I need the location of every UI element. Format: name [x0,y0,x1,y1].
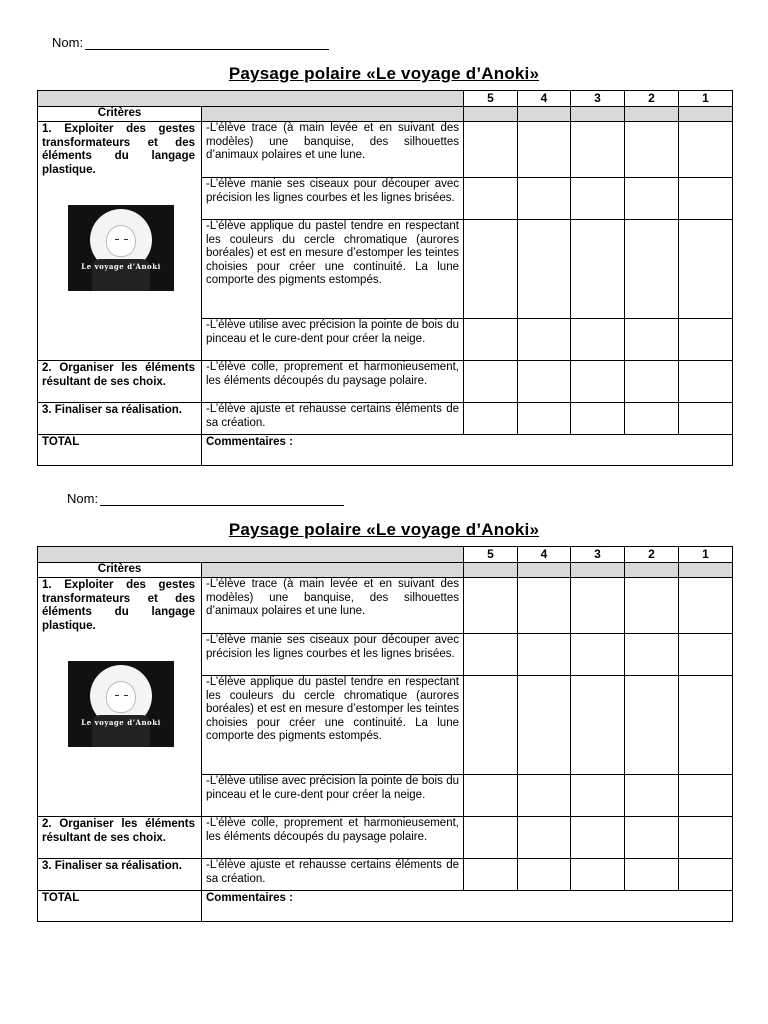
name-label: Nom: [67,491,99,506]
score-cell[interactable] [679,178,733,220]
score-cell[interactable] [464,178,518,220]
criterion-label: 2. Organiser les éléments résultant de ses choix. [42,818,195,844]
descriptor: -L’élève colle, proprement et harmonieusement, les éléments découpés du paysage polaire. [202,817,464,859]
total-row [38,435,733,466]
scale-5: 5 [464,91,518,107]
criterion-label: 3. Finaliser sa réalisation. [42,404,182,416]
criterion-3 [38,859,202,891]
descriptor: -L’élève utilise avec précision la pointe de bois du pinceau et le cure-dent pour créer la neige. [202,775,464,817]
comments-label: Commentaires : [206,892,293,904]
score-cell[interactable] [679,319,733,361]
score-cell[interactable] [518,122,571,178]
cover-title: Le voyage d’Anoki [81,718,161,727]
score-cell[interactable] [464,817,518,859]
score-cell[interactable] [464,361,518,403]
descriptor: -L’élève utilise avec précision la pointe de bois du pinceau et le cure-dent pour créer la neige. [202,319,464,361]
criterion-1 [38,122,202,361]
criterion-2 [38,361,202,403]
scale-4: 4 [518,547,571,563]
score-cell[interactable] [625,361,679,403]
comments-field[interactable] [202,891,733,922]
criteria-header: Critères [38,107,202,122]
score-cell[interactable] [571,578,625,634]
scale-2: 2 [625,91,679,107]
name-label: Nom: [52,35,84,50]
score-cell[interactable] [625,122,679,178]
score-cell[interactable] [464,403,518,435]
score-cell[interactable] [625,178,679,220]
score-cell[interactable] [571,403,625,435]
criteria-header-row [38,563,733,578]
criterion-2 [38,817,202,859]
criterion-1 [38,578,202,817]
score-cell[interactable] [518,676,571,775]
rubric-table [37,546,733,922]
score-cell[interactable] [464,122,518,178]
table-row [38,817,733,859]
score-cell[interactable] [625,676,679,775]
score-cell[interactable] [679,817,733,859]
score-cell[interactable] [679,578,733,634]
score-cell[interactable] [464,859,518,891]
criteria-header: Critères [38,563,202,578]
score-cell[interactable] [464,220,518,319]
criterion-label: 2. Organiser les éléments résultant de ses choix. [42,362,195,388]
score-cell[interactable] [679,859,733,891]
score-cell[interactable] [571,817,625,859]
table-row [38,578,733,634]
descriptor: -L’élève applique du pastel tendre en respectant les couleurs du cercle chromatique (aurores boréales) et est en mesure d’estomper les teintes choisies pour créer une continuité. La lune comporte des pigments estompés. [202,676,464,775]
table-row [38,859,733,891]
score-cell[interactable] [464,676,518,775]
scale-header-row [38,91,733,107]
descriptor: -L’élève applique du pastel tendre en respectant les couleurs du cercle chromatique (aurores boréales) et est en mesure d’estomper les teintes choisies pour créer une continuité. La lune comporte des pigments estompés. [202,220,464,319]
score-cell[interactable] [464,319,518,361]
criterion-3 [38,403,202,435]
score-cell[interactable] [571,178,625,220]
cover-title: Le voyage d’Anoki [81,262,161,271]
rubric-table [37,90,733,466]
header-blank [38,547,464,563]
name-field[interactable] [52,36,329,50]
scale-1: 1 [679,547,733,563]
scale-3: 3 [571,91,625,107]
descriptor: -L’élève ajuste et rehausse certains éléments de sa création. [202,403,464,435]
descriptor: -L’élève manie ses ciseaux pour découper avec précision les lignes courbes et les lignes brisées. [202,634,464,676]
score-cell[interactable] [518,634,571,676]
table-row [38,361,733,403]
descriptor: -L’élève trace (à main levée et en suivant des modèles) une banquise, des silhouettes d’animaux polaires et une lune. [202,122,464,178]
criterion-label: 1. Exploiter des gestes transformateurs et des éléments du langage plastique. [42,579,195,632]
page-title: Paysage polaire «Le voyage d’Anoki» [228,520,540,539]
total-row [38,891,733,922]
criterion-label: 3. Finaliser sa réalisation. [42,860,182,872]
score-cell[interactable] [518,178,571,220]
scale-1: 1 [679,91,733,107]
score-cell[interactable] [679,122,733,178]
score-cell[interactable] [464,775,518,817]
score-cell[interactable] [625,634,679,676]
score-cell[interactable] [571,676,625,775]
score-cell[interactable] [518,859,571,891]
score-cell[interactable] [625,817,679,859]
score-cell[interactable] [625,578,679,634]
score-cell[interactable] [518,578,571,634]
score-cell[interactable] [518,817,571,859]
score-cell[interactable] [518,220,571,319]
score-cell[interactable] [625,319,679,361]
comments-field[interactable] [202,435,733,466]
score-cell[interactable] [571,319,625,361]
criterion-label: 1. Exploiter des gestes transformateurs et des éléments du langage plastique. [42,123,195,176]
score-cell[interactable] [679,403,733,435]
score-cell[interactable] [571,122,625,178]
score-cell[interactable] [571,361,625,403]
score-cell[interactable] [518,319,571,361]
score-cell[interactable] [679,676,733,775]
scale-3: 3 [571,547,625,563]
scale-5: 5 [464,547,518,563]
total-label: TOTAL [38,435,202,466]
anoki-cover-image [68,205,174,291]
score-cell[interactable] [679,361,733,403]
score-cell[interactable] [464,578,518,634]
name-line [100,494,344,506]
score-cell[interactable] [464,634,518,676]
name-field[interactable] [67,492,344,506]
score-cell[interactable] [625,775,679,817]
score-cell[interactable] [571,220,625,319]
descriptor: -L’élève colle, proprement et harmonieusement, les éléments découpés du paysage polaire. [202,361,464,403]
criteria-header-row [38,107,733,122]
score-cell[interactable] [571,775,625,817]
score-cell[interactable] [625,403,679,435]
score-cell[interactable] [518,361,571,403]
score-cell[interactable] [518,403,571,435]
anoki-cover-image [68,661,174,747]
page-title: Paysage polaire «Le voyage d’Anoki» [228,64,540,83]
total-label: TOTAL [38,891,202,922]
scale-2: 2 [625,547,679,563]
score-cell[interactable] [518,775,571,817]
scale-4: 4 [518,91,571,107]
score-cell[interactable] [679,634,733,676]
descriptor: -L’élève trace (à main levée et en suivant des modèles) une banquise, des silhouettes d’animaux polaires et une lune. [202,578,464,634]
header-blank [38,91,464,107]
name-line [85,38,329,50]
score-cell[interactable] [679,775,733,817]
table-row [38,122,733,178]
comments-label: Commentaires : [206,436,293,448]
descriptor: -L’élève manie ses ciseaux pour découper avec précision les lignes courbes et les lignes brisées. [202,178,464,220]
score-cell[interactable] [679,220,733,319]
descriptor: -L’élève ajuste et rehausse certains éléments de sa création. [202,859,464,891]
score-cell[interactable] [625,859,679,891]
score-cell[interactable] [571,859,625,891]
scale-header-row [38,547,733,563]
table-row [38,403,733,435]
score-cell[interactable] [625,220,679,319]
score-cell[interactable] [571,634,625,676]
